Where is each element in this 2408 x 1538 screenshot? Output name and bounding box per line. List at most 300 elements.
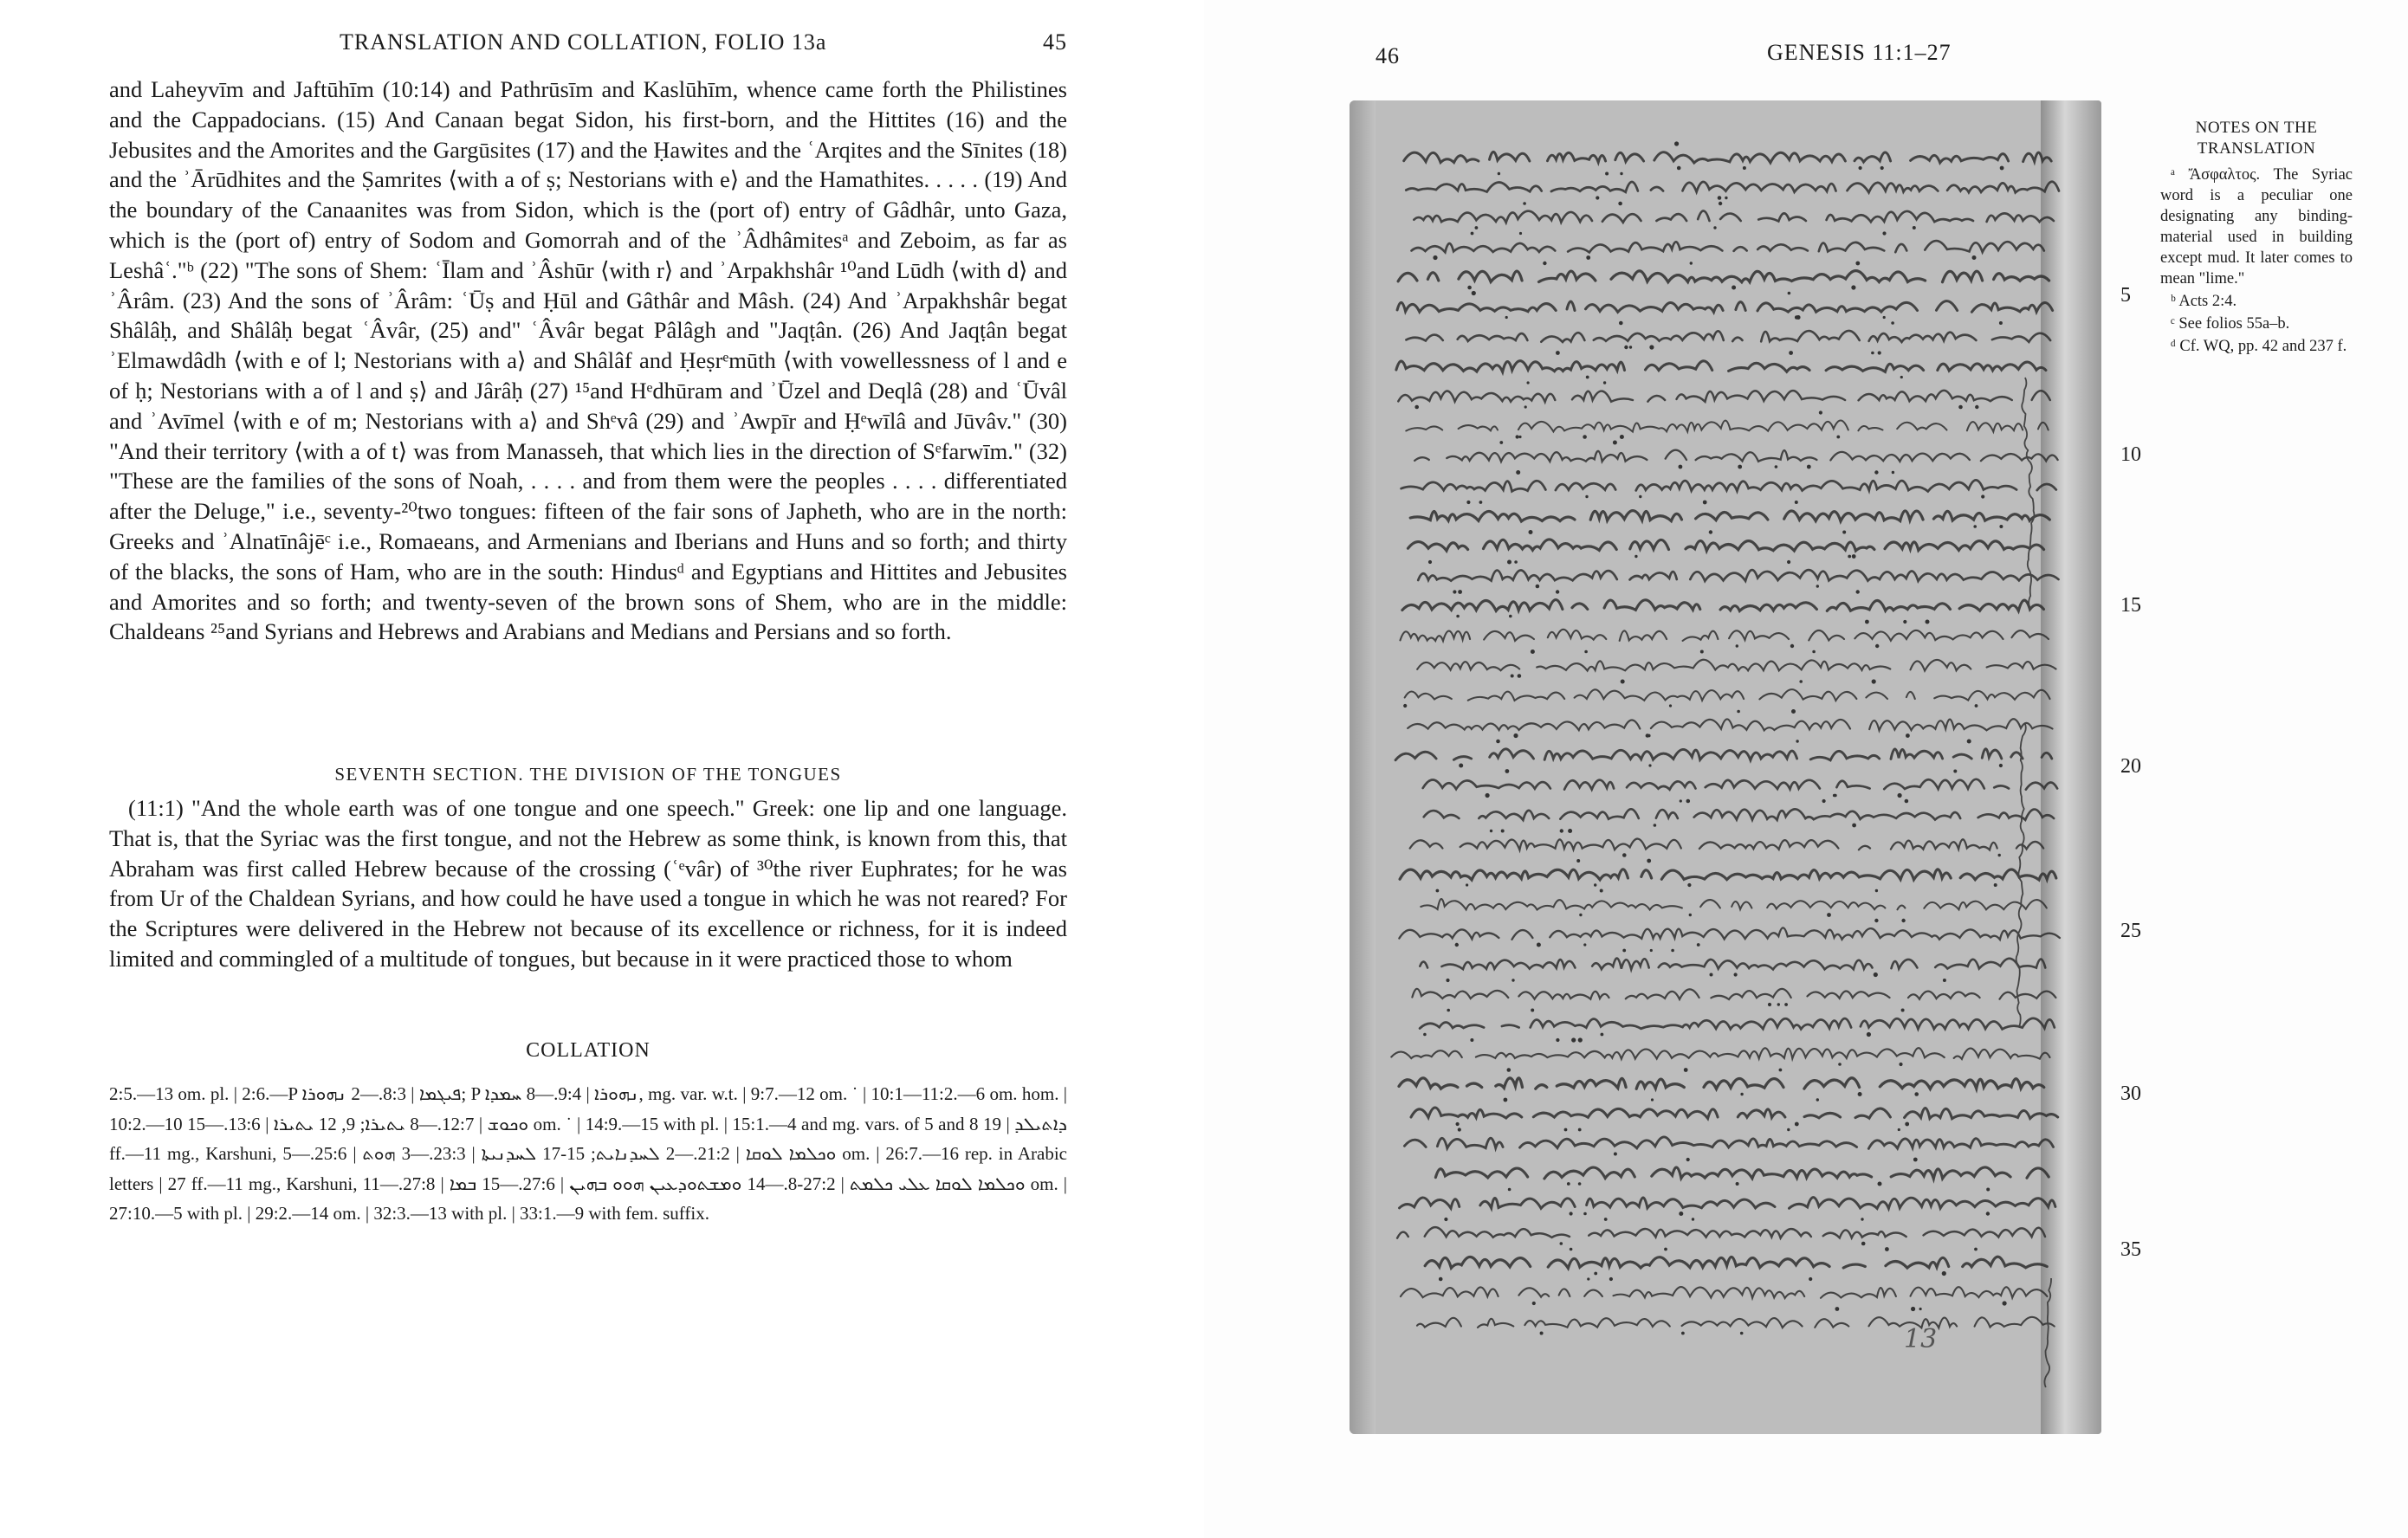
script-dot [1796,740,1798,742]
collation-heading: COLLATION [526,1039,651,1062]
script-dot [1898,1128,1900,1131]
script-dot [1568,829,1572,833]
script-dot [1822,799,1826,803]
script-dot [1913,1158,1918,1162]
collation-text: 2:5.—13 om. pl. | 2:6.—P ܦܝܓܡܐ | 8:3.—2 ܢܗܘܪܐ; P ܢܗܘܪܐ | 9:4.—8 ܚܡܕܐ, mg. var. w.t. | 9:7.—12 om. ˙ | 10:1—11:2.—6 om. hom. | 10:2.—10 ܘܟܘܫ | 12:7.—8 ܝܬܝܪܐ; 9, 12 ܝܬܝܪܐ | 13:6.—15 om. ˙ | 14:9.—15 with pl. | 15:1.—4 and mg. vars. of 5 and 8 ܕܐܬܝܠܕ | 19 ff.—11 mg., Karshuni, ܘܟܠܡܐ ܠܘܩܐ | 21:2.—2 ܠܚܕܢܐܝܬ; 15-17 ܠܚܕܢܝܬܐ | 23:3.—3 ܗܘܬ | 25:6.—5 om. | 26:7.—16 rep. in Arabic letters | 27 ff.—11 mg., Karshuni, ܘܟܠܡܐ ܠܘܩܐ ܥܠܝ ܟܠܡܬ | 27:2-8.—14 ܘܡܫܬܘܕܥܝܢ ܗܘܘ ܒܗܝܢ | 27:6.—15 ܒܡܐ | 27:8.—11 om. | 27:10.—5 with pl. | 29:2.—14 om. | 32:3.—13 with pl. | 33:1.—9 with fem. suffix. [109,1083,1068,1225]
script-dot [1874,973,1878,977]
script-dot [1789,351,1793,355]
script-dot [1586,255,1590,260]
script-dot [1622,949,1626,953]
running-title-right: GENESIS 11:1–27 [1767,40,1952,65]
script-dot [1634,555,1637,558]
script-dot [1999,764,2003,767]
script-dot [1809,1277,1812,1281]
script-dot [1524,405,1527,408]
script-dot [1505,316,1508,319]
script-dot [1874,470,1878,474]
script-line [1382,749,2052,760]
script-dot [1556,351,1560,355]
script-dot [1571,1037,1576,1042]
script-dot [1614,1153,1617,1156]
script-line [1406,182,2059,193]
script-dot [1835,1307,1840,1311]
script-dot [1859,166,1862,170]
folio-mark: 13 [1904,1324,1938,1354]
line-number: 10 [2120,443,2141,466]
script-dot [1852,824,1856,828]
script-line [1402,600,2043,611]
script-dot [1447,1009,1450,1012]
script-dot [1838,1063,1842,1066]
script-dot [1490,830,1492,832]
script-dot [1456,1122,1460,1126]
script-dot [1621,680,1625,684]
script-dot [1819,410,1822,414]
script-dot [1507,1068,1511,1072]
script-line [1410,511,2049,521]
script-dot [1603,381,1606,384]
line-number: 35 [2120,1238,2141,1261]
script-line [1397,1227,2045,1238]
script-dot [1585,495,1588,498]
script-dot [1624,346,1628,349]
script-line [1398,271,2049,282]
script-dot [1684,1068,1688,1072]
script-dot [1453,590,1456,593]
script-dot [1679,465,1683,469]
script-dot [1926,620,1930,624]
script-dot [1795,1122,1799,1127]
script-dot [1556,590,1559,593]
script-dot [1601,1033,1604,1037]
script-dot [1732,286,1736,290]
script-dot [1576,859,1580,863]
script-line [1396,361,2046,372]
note-item: ᶜ See folios 55a–b. [2171,315,2290,333]
script-line [1413,779,2057,790]
script-dot [1861,1242,1866,1246]
script-line [1398,391,2050,402]
script-dot [1967,740,1971,744]
script-dot [1892,471,1894,474]
script-dot [1594,1272,1597,1276]
script-dot [1681,1332,1685,1335]
script-dot [1677,166,1681,171]
script-dot [1560,1242,1563,1245]
script-dot [1459,764,1463,768]
script-dot [1856,590,1860,593]
script-dot [1619,321,1623,326]
script-line [1399,927,2059,940]
script-line [1397,301,2053,313]
script-dot [1467,286,1472,290]
script-dot [1649,345,1654,349]
script-dot [1871,352,1874,355]
script-dot [1703,501,1707,505]
script-dot [1578,1182,1582,1186]
script-dot [1505,769,1510,773]
script-dot [1898,793,1902,798]
script-line [1384,1287,2047,1298]
script-dot [1791,709,1796,714]
script-dot [1958,405,1963,410]
script-dot [1914,1092,1919,1096]
script-line [1401,480,2056,491]
script-dot [1690,262,1693,264]
script-line [1404,1137,2053,1148]
script-dot [1513,733,1518,738]
script-dot [1709,530,1712,533]
script-line [1414,450,2057,462]
script-dot [1486,793,1490,798]
script-dot [1511,675,1514,678]
script-dot [1622,853,1627,857]
script-dot [1436,889,1440,893]
script-dot [1787,560,1790,564]
script-dot [1855,262,1860,266]
script-dot [1882,231,1886,235]
note-item: ᵃ Ἄσφαλτος. The Syriac word is a peculiar one designating any binding-material used in building except mud. It later comes to mean "lime." [2160,166,2353,288]
script-dot [1570,1212,1573,1215]
script-dot [1586,376,1589,379]
script-dot [1529,530,1533,534]
line-number: 5 [2120,284,2131,307]
script-dot [1471,232,1474,236]
script-dot [1736,1182,1739,1186]
line-number: 15 [2120,594,2141,617]
script-dot [1719,202,1722,205]
script-dot [1891,321,1894,325]
script-dot [1516,435,1519,438]
script-line [1384,689,2049,701]
script-dot [1654,824,1657,827]
script-dot [1570,1248,1573,1251]
script-dot [1686,799,1691,804]
script-dot [1986,1212,1990,1215]
script-dot [1880,166,1884,170]
script-dot [1516,470,1520,475]
script-dot [1583,1212,1587,1216]
script-dot [1579,914,1582,916]
script-dot [1842,531,1846,534]
script-dot [1943,979,1946,982]
script-line [1421,1167,2049,1179]
script-dot [1456,615,1460,618]
script-dot [1499,441,1503,444]
script-dot [1609,1277,1613,1281]
script-dot [1686,1158,1690,1161]
script-dot [1475,226,1479,229]
script-dot [1423,1033,1427,1037]
script-dot [1583,943,1586,946]
script-dot [1697,943,1700,947]
script-dot [1531,1009,1534,1012]
script-dot [1639,495,1641,498]
script-dot [1648,764,1651,766]
script-dot [1836,436,1840,439]
script-dot [1878,351,1881,354]
script-dot [1788,292,1791,295]
script-line [1418,570,2058,581]
script-dot [1669,704,1672,707]
script-dot [1906,733,1910,738]
script-dot [1768,1003,1771,1006]
script-dot [1878,1182,1882,1186]
script-dot [1650,949,1653,952]
script-dot [1848,555,1851,559]
script-dot [1718,196,1722,200]
line-number: 25 [2120,920,2141,942]
script-dot [1700,650,1704,654]
script-dot [1518,674,1522,678]
script-dot [1587,1277,1589,1280]
script-dot [1428,560,1432,564]
script-dot [1885,1247,1889,1251]
script-dot [1875,889,1878,892]
script-line [1417,660,2055,671]
script-dot [1787,1128,1790,1131]
script-dot [1913,226,1916,229]
script-dot [1994,883,1997,887]
script-dot [1903,620,1906,624]
script-dot [1433,255,1437,260]
script-line [1400,1018,2055,1030]
script-dot [1509,615,1512,618]
script-dot [1901,1009,1905,1012]
script-dot [1664,1248,1667,1251]
script-dot [1458,590,1462,594]
script-dot [1899,1063,1902,1066]
script-dot [1594,883,1596,886]
script-dot [1710,973,1713,977]
script-dot [1620,172,1622,175]
script-dot [1511,979,1514,981]
script-dot [1942,1271,1946,1276]
script-line [1399,1078,2044,1089]
script-dot [1680,799,1682,802]
script-dot [1827,913,1831,917]
script-dot [1874,919,1878,922]
script-dot [1532,1302,1536,1305]
script-dot [1444,1218,1447,1221]
script-dot [1953,770,1957,773]
notes-on-translation [2160,118,2353,359]
script-dot [1647,859,1651,863]
script-dot [1531,649,1535,654]
script-dot [1556,1038,1559,1042]
script-dot [1905,1122,1909,1127]
script-dot [1790,644,1794,648]
script-dot [1973,525,1977,528]
script-dot [1734,973,1738,976]
script-dot [1692,1218,1694,1220]
script-dot [1737,710,1740,714]
script-dot [1875,644,1879,648]
script-dot [1851,285,1855,289]
script-dot [1687,883,1691,887]
notes-title: NOTES ON THE TRANSLATION [2195,119,2318,158]
script-dot [1455,943,1459,947]
script-dot [1816,585,1819,587]
script-dot [1466,501,1470,504]
note-item: ᵈ Cf. WQ, pp. 42 and 237 f. [2171,338,2347,355]
script-line [1417,1317,2055,1328]
script-dot [1777,1003,1780,1005]
script-dot [1600,889,1603,893]
script-dot [1496,740,1500,744]
script-dot [1905,799,1909,804]
manuscript-script-lines [1350,100,2101,1434]
script-dot [1498,172,1500,175]
line-number: 20 [2120,755,2141,778]
script-dot [1812,650,1816,654]
script-dot [1501,830,1505,833]
script-line [1410,839,2043,850]
script-dot [1775,465,1778,469]
script-dot [1679,1212,1683,1216]
script-dot [1872,679,1876,683]
script-dot [1540,1332,1544,1335]
section-body [109,793,1067,974]
script-dot [1799,680,1803,683]
script-dot [1713,226,1716,229]
script-dot [1867,1032,1871,1037]
script-dot [1901,919,1905,922]
script-dot [1596,196,1599,199]
script-dot [1743,166,1746,170]
script-dot [1536,585,1540,589]
script-dot [1584,650,1588,654]
script-dot [1975,704,1978,708]
script-dot [1981,494,1984,498]
script-dot [1439,1277,1443,1282]
section-heading: SEVENTH SECTION. THE DIVISION OF THE TONGUES [334,764,842,785]
script-line [1425,1257,2047,1268]
script-line [1401,630,2049,641]
script-dot [1834,794,1837,798]
script-line [1406,331,2050,342]
script-dot [1583,435,1587,439]
script-dot [1466,883,1468,886]
script-dot [1479,501,1483,504]
running-title: TRANSLATION AND COLLATION, FOLIO 13a [340,29,827,55]
script-dot [1564,1128,1568,1132]
script-line [1400,1198,2055,1209]
script-dot [1613,441,1617,445]
script-dot [1507,560,1511,565]
script-dot [1470,1038,1473,1042]
script-dot [1883,316,1886,319]
script-dot [1508,1188,1511,1192]
script-dot [1604,1218,1608,1221]
script-dot [1543,262,1546,265]
script-dot [1446,979,1449,982]
script-line [1404,152,2052,163]
section-paragraph: (11:1) "And the whole earth was of one tongue and one speech." Greek: one lip and one language. That is, that the Syriac was the first tongue, and not the Hebrew as some think, is known from this, that Abraham was first called Hebrew because of the crossing (ʿᵉvâr) of ³⁰the river Euphrates; for he was from Ur of the Chaldean Syrians, and how could he have used a tongue in which he was not reared? For the Scriptures were delivered in the Hebrew not because of its excellence or richness, for it is indeed limited and commingled of a multitude of tongues, but because in it were practiced those to whom [109,795,1067,972]
script-dot [1725,197,1727,199]
script-line [1421,899,2047,909]
script-dot [1972,255,1977,260]
script-dot [1518,436,1521,438]
page-number-right: 46 [1376,43,1400,68]
script-dot [1784,1003,1788,1006]
script-dot [1736,644,1738,647]
script-dot [1807,465,1811,469]
script-line [1406,421,2048,432]
manuscript-photo [1350,100,2101,1434]
script-dot [2000,166,2004,171]
script-line [1412,989,2055,999]
translation-paragraph: and Laheyvīm and Jaftūhīm (10:14) and Pathrūsīm and Kaslūhīm, whence came forth the Philistines and the Cappadocians. (15) And Canaan begat Sidon, his first-born, and the Hittites (16) and the Jebusites and the Amorites and the Gargūsites (17) and the Ḥawites and the ʿArqites and the Sīnites (18) and the ʾĀrūdhites and the Ṣamrites ⟨with a of ṣ; Nestorians with e⟩ and the Hamathites. . . . . (19) And the boundary of the Canaanites was from Sidon, which is the (port of) entry of Gâdhâr, unto Gaza, which is the (port of) entry of Sodom and Gomorrah and of the ʾÂdhâmitesᵃ and Zeboim, as far as Leshâʿ."ᵇ (22) "The sons of Shem: ʿĪlam and ʾÂshūr ⟨with r⟩ and ʾArpakhshâr ¹⁰and Lūdh ⟨with d⟩ and ʾÂrâm. (23) And the sons of ʾÂrâm: ʿŪṣ and Ḥūl and Gâthâr and Mâsh. (24) And ʾArpakhshâr begat Shâlâḥ, and Shâlâḥ begat ʿÂvâr, (25) and" ʿÂvâr begat Pâlâgh and "Jaqṭân. (26) And Jaqṭân begat ʾElmawdâdh ⟨with e of l; Nestorians with a⟩ and Shâlâf and Ḥeṣrᵉmūth ⟨with vowellessness of l and e of ḥ; Nestorians with a of l and ṣ⟩ and Jârâḥ (27) ¹⁵and Hᵉdhūram and ʾŪzel and Deqlâ (28) and ʿŪvâl and ʾAvīmel ⟨with e of m; Nestorians with a⟩ and Shᵉvâ (29) and ʾAwpīr and Ḥᵉwīlâ and Jūvâv." (30) "And their territory ⟨with a of t⟩ was from Manasseh, that which lies in the direction of Sᵉfarwīm." (32) "These are the families of the sons of Noah, . . . . and from them were the peoples . . . . differentiated after the Deluge," i.e., seventy-²⁰two tongues: fifteen of the fair sons of Japheth, who are in the north: Greeks and ʾAlnatīnâjēᶜ i.e., Romaeans, and Armenians and Iberians and Huns and so forth; and thirty of the blacks, the sons of Ham, who are in the south: Hindusᵈ and Egyptians and Hittites and Jebusites and Amorites and so forth; and twenty-seven of the brown sons of Shem, who are in the middle: Chaldeans ²⁵and Syrians and Hebrews and Arabians and Medians and Persians and so forth. [109,76,1067,645]
script-dot [1560,829,1563,832]
script-dot [1519,232,1522,235]
page-number: 45 [1043,29,1067,55]
script-dot [1629,346,1632,348]
script-dot [1858,1092,1862,1096]
script-dot [1689,914,1692,916]
script-dot [1567,1182,1570,1186]
script-dot [1919,1308,1922,1310]
script-dot [1986,1188,1990,1192]
script-dot [1674,141,1679,145]
script-dot [1911,1307,1915,1311]
script-dot [1975,405,1978,409]
script-dot [1852,554,1856,559]
script-dot [1999,525,2003,528]
script-dot [1998,854,2001,856]
script-dot [1795,501,1798,504]
script-line [1408,719,2052,730]
script-dot [1671,949,1674,953]
script-dot [1861,1218,1863,1220]
script-dot [2003,1301,2007,1305]
script-dot [1537,943,1541,947]
script-line [1400,869,2056,880]
script-dot [1403,704,1407,708]
script-dot [1414,405,1419,410]
script-dot [1779,1069,1783,1072]
script-dot [1796,315,1801,320]
script-dot [1974,1248,1978,1251]
script-line [1414,211,2053,223]
script-dot [1816,1098,1819,1101]
script-dot [1738,465,1742,469]
script-dot [1605,172,1609,176]
script-dot [1646,733,1649,737]
script-dot [1578,1037,1583,1042]
script-dot [1865,620,1869,624]
script-dot [1523,202,1526,205]
script-dot [1740,1332,1744,1335]
script-dot [1504,1098,1508,1102]
script-dot [1651,1098,1654,1101]
translation-body [109,74,1067,647]
script-line [1405,959,2046,970]
script-line [1412,241,2044,252]
script-dot [1527,381,1530,384]
script-dot [1472,291,1476,295]
script-dot [1999,321,2003,325]
line-number: 30 [2120,1082,2141,1105]
script-line [1391,1048,2049,1059]
script-line [1408,540,2044,551]
script-dot [1620,435,1624,439]
script-line [1411,1108,2058,1119]
script-dot [1740,1093,1743,1095]
script-dot [1578,1128,1582,1132]
script-dot [1618,202,1622,206]
script-dot [1900,376,1903,378]
